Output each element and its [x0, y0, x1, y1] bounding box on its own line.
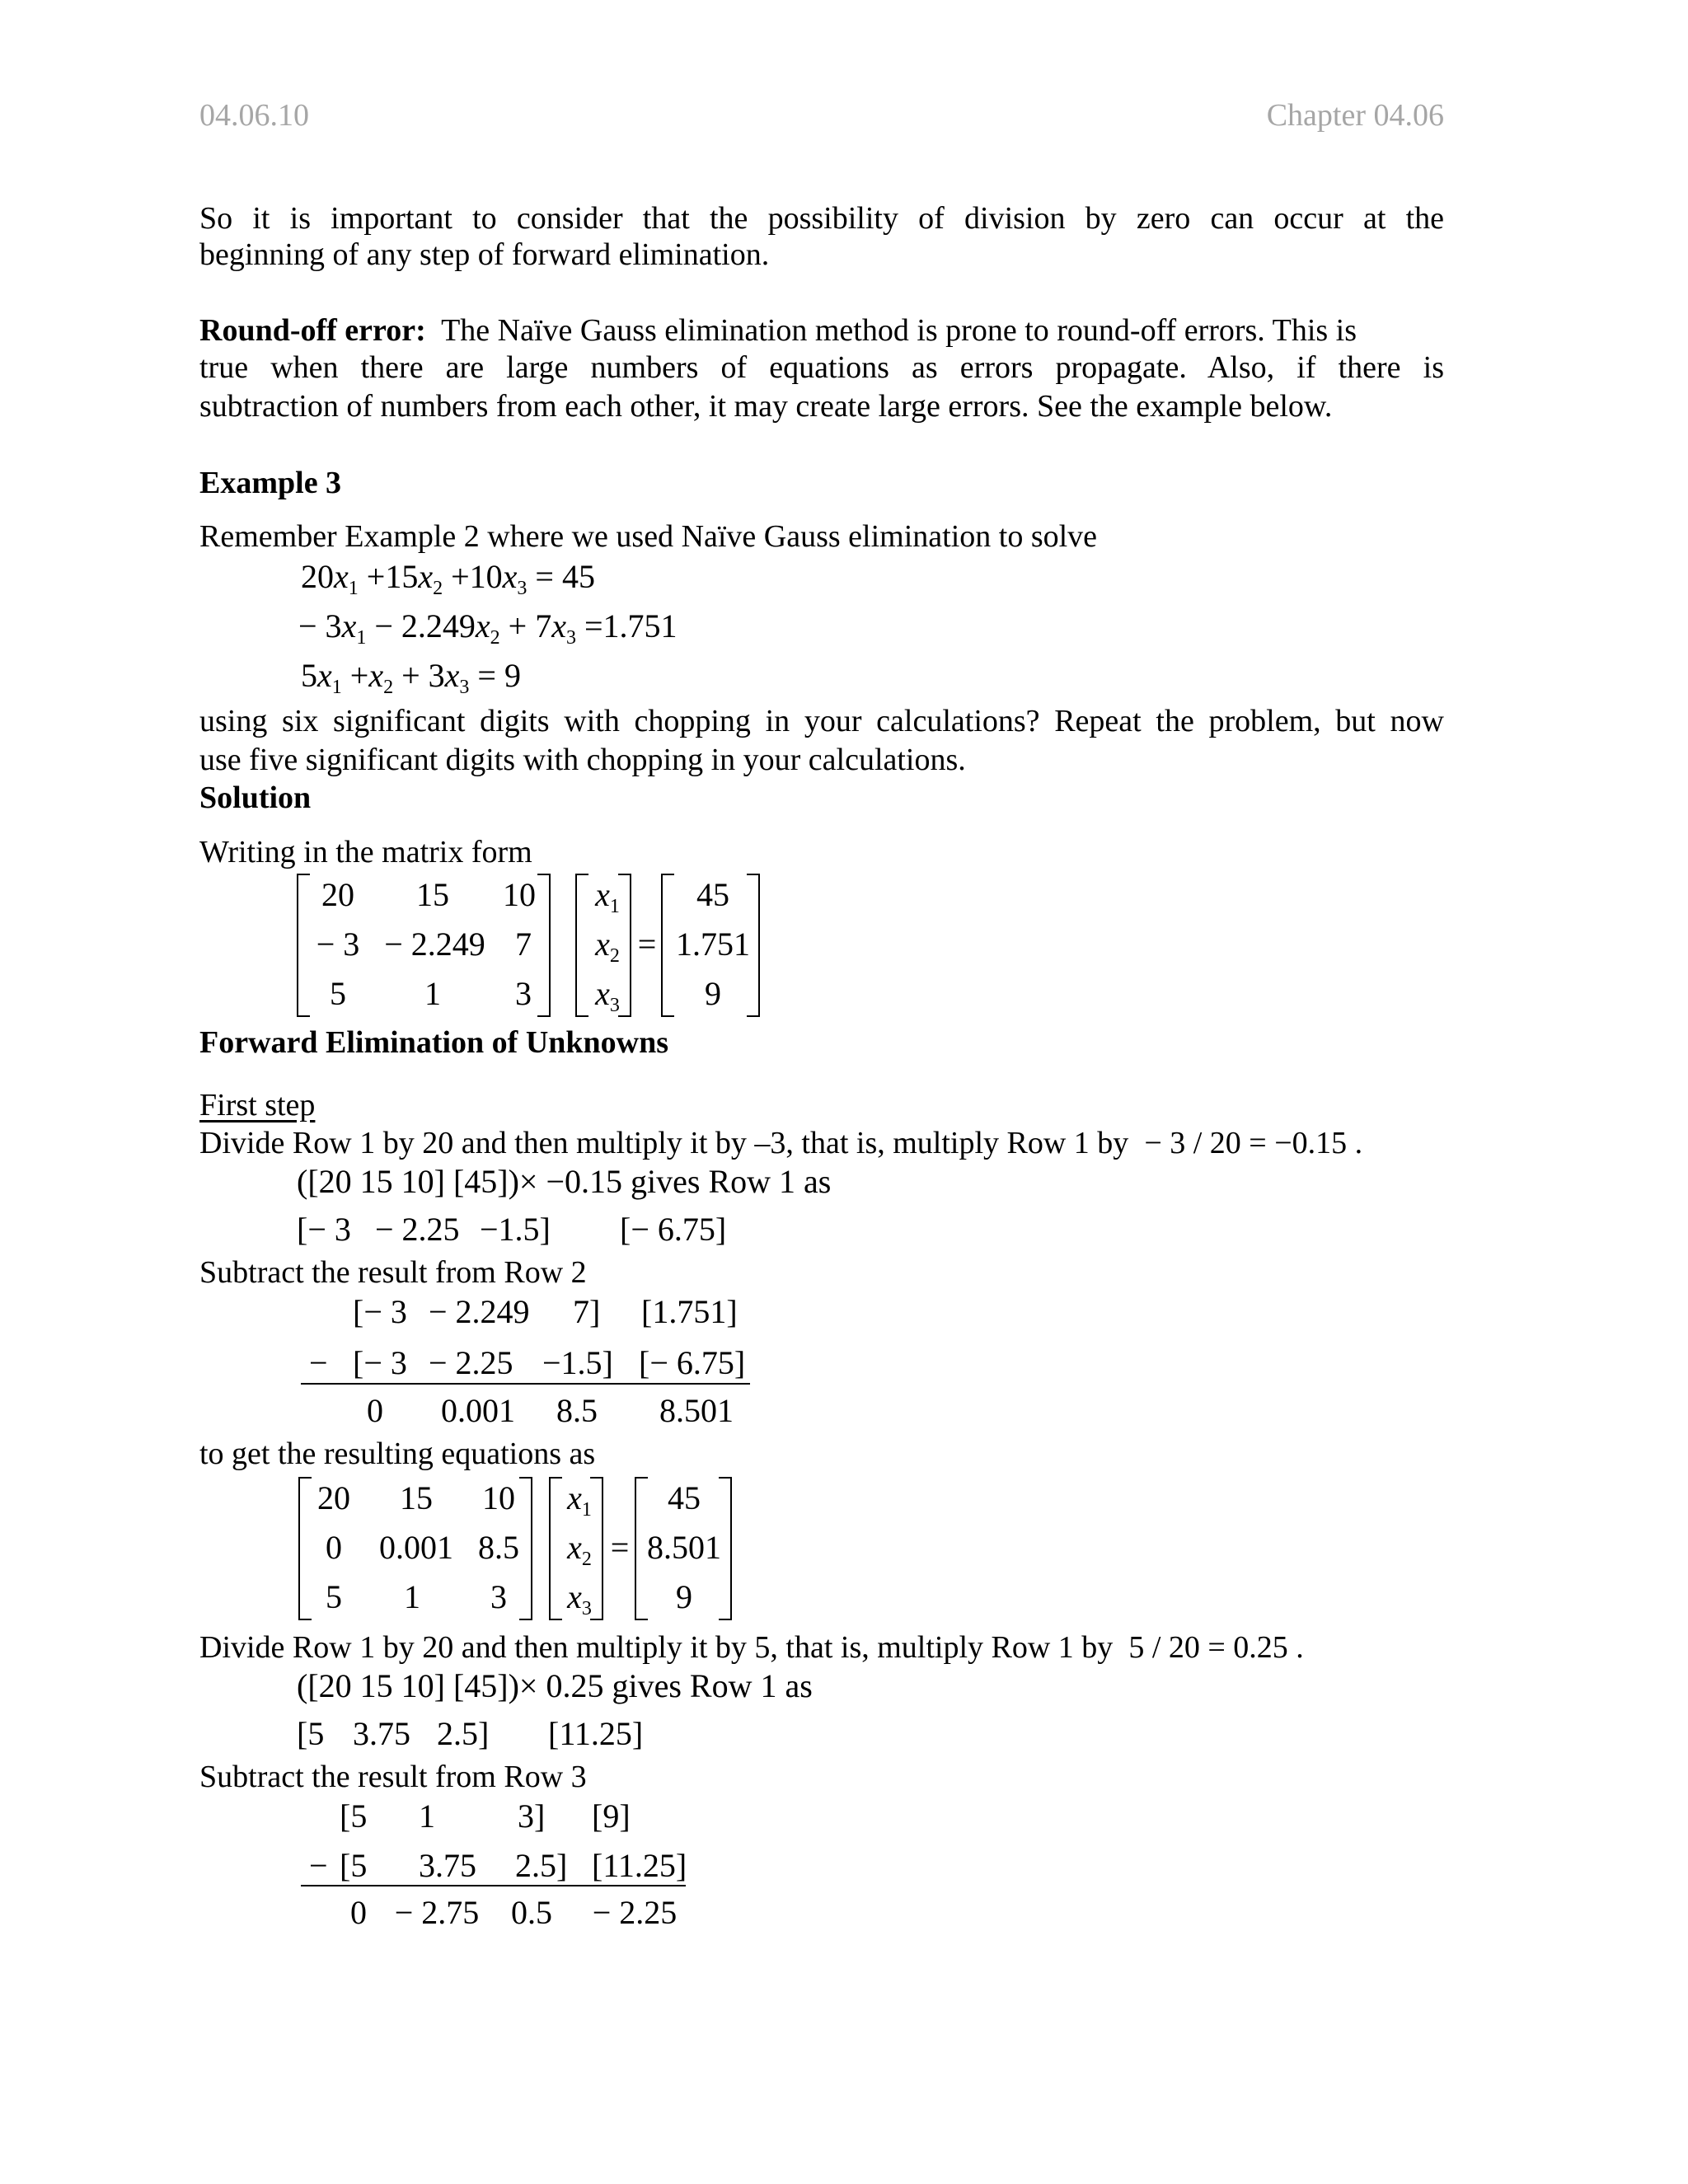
- equation-2: − $3x_1 - 2.249x_2 + 7x_3 =1.751$: [298, 607, 678, 649]
- example-title: Example 3: [199, 466, 342, 500]
- para1-line1: So it is important to consider that the possibility of division by zero can occur at the: [199, 201, 1444, 236]
- question-line2: use five significant digits with chopping in your calculations.: [199, 743, 966, 777]
- first-step-multiply: ([20 15 10] [45])× −0.15 gives Row 1 as: [297, 1163, 832, 1200]
- subtract-row2-label: Subtract the result from Row 2: [199, 1255, 587, 1290]
- equation-3: $5x_1 +x_2 + 3x_3 = 9$: [301, 657, 521, 698]
- para2-line2: true when there are large numbers of equations as errors propagate. Also, if there is: [199, 350, 1444, 385]
- chapter-label: Chapter 04.06: [1266, 98, 1444, 133]
- equation-1: $20x_1 +15x_2 +10x_3 = 45$: [301, 558, 595, 599]
- second-instruction: Divide Row 1 by 20 and then multiply it by 5, that is, multiply Row 1 by 5 / 20 = 0.25 .: [199, 1630, 1304, 1665]
- subtract-row3-label: Subtract the result from Row 3: [199, 1760, 587, 1794]
- page-number: 04.06.10: [199, 98, 309, 133]
- example-intro: Remember Example 2 where we used Naïve Gauss elimination to solve: [199, 519, 1098, 554]
- matrix-intro: Writing in the matrix form: [199, 835, 532, 869]
- question-line1: using six significant digits with chopping in your calculations? Repeat the problem, but now: [199, 704, 1444, 738]
- para2-line1: [199, 312, 1357, 349]
- para2-line3: subtraction of numbers from each other, it may create large errors. See the example below.: [199, 389, 1333, 424]
- para2-line1-text: The Naïve Gauss elimination method is prone to round-off errors. This is: [441, 313, 1357, 348]
- resulting-equations-intro: to get the resulting equations as: [199, 1436, 596, 1471]
- second-multiply: ([20 15 10] [45])× 0.25 gives Row 1 as: [297, 1667, 813, 1704]
- forward-elimination-heading: Forward Elimination of Unknowns: [199, 1025, 669, 1060]
- solution-heading: Solution: [199, 780, 312, 815]
- roundoff-heading: Round-off error:: [199, 313, 426, 348]
- first-step-instruction: Divide Row 1 by 20 and then multiply it by –3, that is, multiply Row 1 by − 3 / 20 = −0.15 .: [199, 1126, 1363, 1160]
- para1-line2: beginning of any step of forward elimination.: [199, 237, 770, 272]
- first-step-label: First step: [199, 1088, 316, 1122]
